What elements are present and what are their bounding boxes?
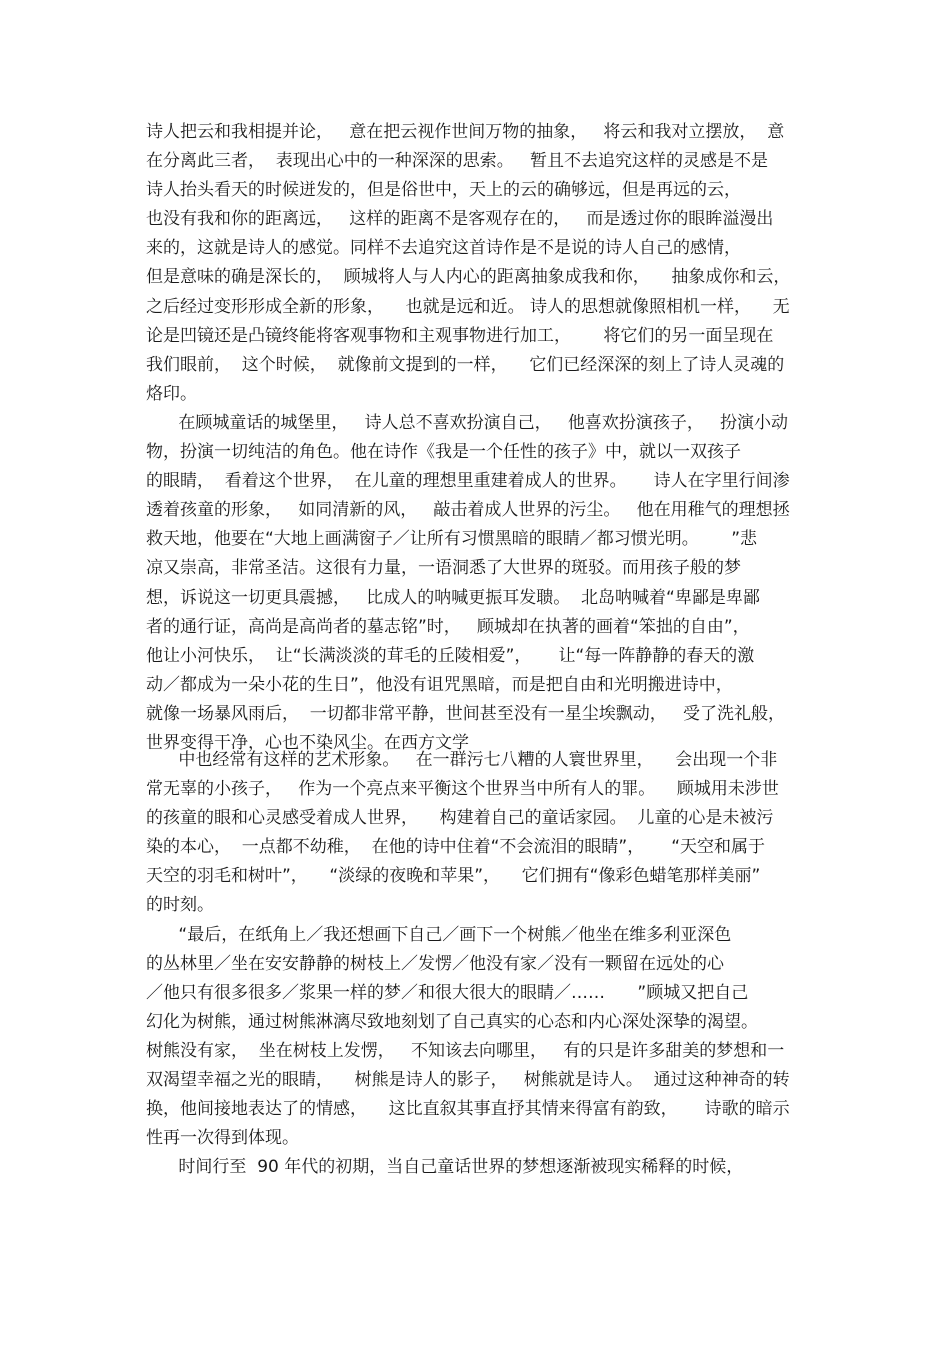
text-line: 凉又崇高，非常圣洁。这很有力量，一语洞悉了大世界的斑驳。而用孩子般的梦	[146, 558, 741, 579]
text-line: ／他只有很多很多／浆果一样的梦／和很大很大的眼睛／…… ”顾城又把自己	[146, 982, 749, 1003]
text-line: 者的通行证，高尚是高尚者的墓志铭”时， 顾城却在执著的画着“笨拙的自由”，	[146, 616, 750, 637]
text-line: 诗人抬头看天的时候迸发的，但是俗世中，天上的云的确够远，但是再远的云，	[146, 180, 741, 201]
paragraph-block-2	[146, 746, 826, 1182]
text-line: 在分离此三者， 表现出心中的一种深深的思索。 暂且不去追究这样的灵感是不是	[146, 151, 769, 172]
text-line: 的眼睛， 看着这个世界， 在儿童的理想里重建着成人的世界。 诗人在字里行间渗	[146, 471, 790, 492]
text-line: 也没有我和你的距离远， 这样的距离不是客观存在的， 而是透过你的眼眸溢漫出	[146, 209, 774, 230]
text-line: 常无辜的小孩子， 作为一个亮点来平衡这个世界当中所有人的罪。 顾城用未涉世	[146, 779, 779, 800]
text-line: 染的本心， 一点都不幼稚， 在他的诗中住着“不会流泪的眼睛”， “天空和属于	[146, 837, 766, 858]
text-line: 之后经过变形形成全新的形象， 也就是远和近。 诗人的思想就像照相机一样， 无	[146, 296, 790, 317]
text-line: 在顾城童话的城堡里， 诗人总不喜欢扮演自己， 他喜欢扮演孩子， 扮演小动	[146, 412, 789, 433]
text-line: 的时刻。	[146, 895, 214, 916]
text-line: 的孩童的眼和心灵感受着成人世界， 构建着自己的童话家园。 儿童的心是未被污	[146, 808, 774, 829]
paragraph-block-1	[146, 118, 826, 758]
text-line: 幻化为树熊，通过树熊淋漓尽致地刻划了自己真实的心态和内心深处深挚的渴望。	[146, 1011, 758, 1032]
text-line: 诗人把云和我相提并论， 意在把云视作世间万物的抽象， 将云和我对立摆放， 意	[146, 122, 785, 142]
text-line: “最后，在纸角上／我还想画下自己／画下一个树熊／他坐在维多利亚深色	[146, 924, 732, 945]
text-line: 透着孩童的形象， 如同清新的风， 敲击着成人世界的污尘。 他在用稚气的理想拯	[146, 500, 790, 521]
text-line: 双渴望幸福之光的眼睛， 树熊是诗人的影子， 树熊就是诗人。 通过这种神奇的转	[146, 1070, 790, 1091]
text-line: 中也经常有这样的艺术形象。 在一群污七八糟的人寰世界里， 会出现一个非	[146, 750, 778, 770]
text-line: 性再一次得到体现。	[146, 1128, 299, 1149]
text-line: 天空的羽毛和树叶”， “淡绿的夜晚和苹果”， 它们拥有“像彩色蜡笔那样美丽”	[146, 866, 761, 887]
text-line: 想，诉说这一切更具震撼， 比成人的呐喊更振耳发聩。 北岛呐喊着“卑鄙是卑鄙	[146, 587, 760, 608]
text-line: 我们眼前， 这个时候， 就像前文提到的一样， 它们已经深深的刻上了诗人灵魂的	[146, 354, 785, 375]
text-line: 烙印。	[146, 383, 197, 404]
text-line: 他让小河快乐， 让“长满淡淡的茸毛的丘陵相爱”， 让“每一阵静静的春天的激	[146, 645, 755, 666]
text-line: 论是凹镜还是凸镜终能将客观事物和主观事物进行加工， 将它们的另一面呈现在	[146, 325, 774, 346]
text-line: 但是意味的确是深长的， 顾城将人与人内心的距离抽象成我和你， 抽象成你和云，	[146, 267, 791, 288]
text-line: 时间行至 90 年代的初期，当自己童话世界的梦想逐渐被现实稀释的时候，	[146, 1157, 744, 1178]
text-line: 换，他间接地表达了的情感， 这比直叙其事直抒其情来得富有韵致， 诗歌的暗示	[146, 1099, 790, 1120]
text-line: 物，扮演一切纯洁的角色。他在诗作《我是一个任性的孩子》中，就以一双孩子	[146, 442, 741, 463]
text-line: 来的，这就是诗人的感觉。同样不去追究这首诗作是不是说的诗人自己的感情，	[146, 238, 741, 259]
text-line: 树熊没有家， 坐在树枝上发愣， 不知该去向哪里， 有的只是许多甜美的梦想和一	[146, 1040, 785, 1061]
text-line: 就像一场暴风雨后， 一切都非常平静，世间甚至没有一星尘埃飘动， 受了洗礼般，	[146, 703, 786, 724]
text-line: 救天地，他要在“大地上画满窗子／让所有习惯黑暗的眼睛／都习惯光明。 ”悲	[146, 529, 758, 550]
text-line: 世界变得干净，心也不染风尘。在西方文学	[146, 732, 469, 753]
text-line: 动／都成为一朵小花的生日”，他没有诅咒黑暗，而是把自由和光明搬进诗中，	[146, 674, 733, 695]
text-line: 的丛林里／坐在安安静静的树枝上／发愣／他没有家／没有一颗留在远处的心	[146, 953, 724, 974]
